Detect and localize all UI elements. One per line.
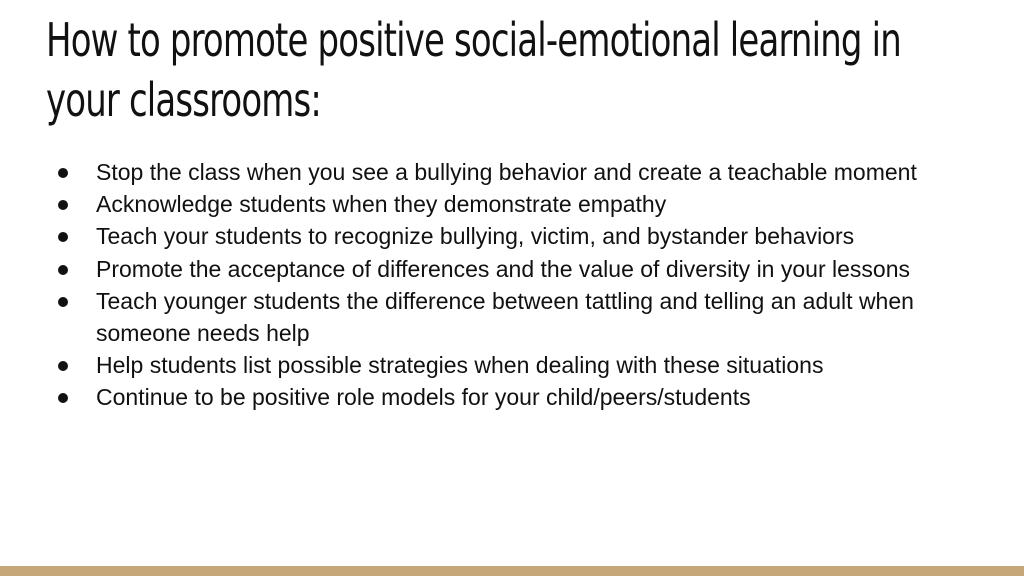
bullet-dot-icon: [58, 393, 68, 403]
bullet-text: Promote the acceptance of differences and the value of diversity in your lessons: [96, 255, 910, 282]
bullet-list: [56, 156, 976, 414]
bullet-item: [56, 349, 976, 381]
slide-title-text: How to promote positive social-emotional learning in your classrooms:: [46, 13, 901, 127]
bullet-dot-icon: [58, 361, 68, 371]
bullet-item: [56, 285, 976, 349]
footer-accent-bar: [0, 566, 1024, 576]
bullet-dot-icon: [58, 265, 68, 275]
bullet-text: Stop the class when you see a bullying behavior and create a teachable moment: [96, 159, 917, 185]
bullet-text: Teach your students to recognize bullying, victim, and bystander behaviors: [96, 223, 855, 250]
slide-title: [46, 10, 901, 130]
bullet-item: [56, 381, 976, 413]
bullet-dot-icon: [58, 168, 68, 178]
bullet-item: [56, 156, 976, 188]
bullet-item: [56, 253, 976, 285]
bullet-text: Help students list possible strategies when dealing with these situations: [96, 352, 824, 379]
bullet-text: Acknowledge students when they demonstrate empathy: [96, 191, 667, 218]
bullet-text: Continue to be positive role models for your child/peers/students: [96, 384, 751, 411]
bullet-dot-icon: [58, 200, 68, 210]
bullet-item: [56, 220, 976, 252]
bullet-text: Teach younger students the difference between tattling and telling an adult when someone needs help: [96, 287, 914, 347]
bullet-item: [56, 188, 976, 220]
bullet-dot-icon: [58, 232, 68, 242]
bullet-dot-icon: [58, 297, 68, 307]
